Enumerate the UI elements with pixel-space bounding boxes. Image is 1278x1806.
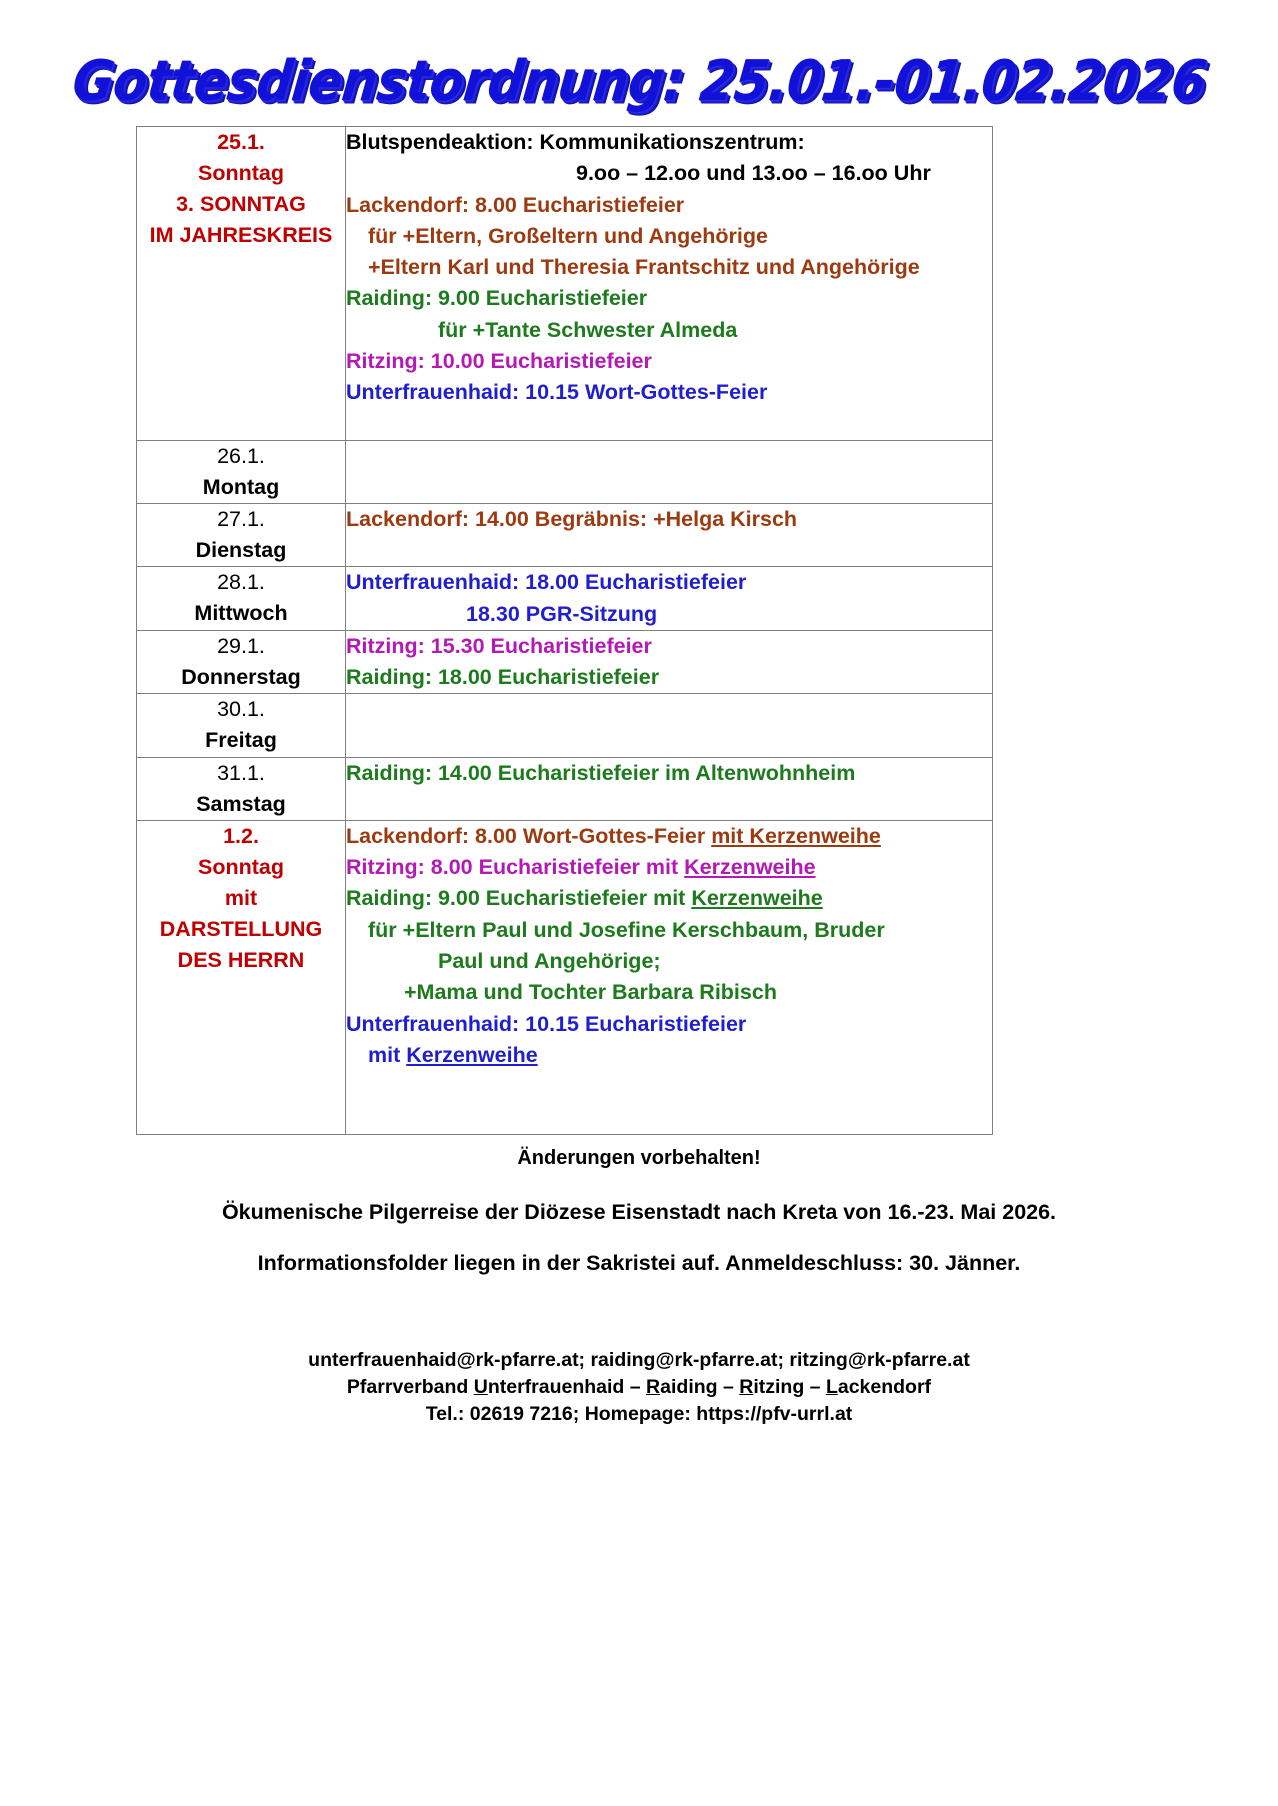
- day-label: Sonntag: [198, 160, 284, 185]
- event-line: Lackendorf: 8.00 Eucharistiefeier: [346, 192, 685, 217]
- events-cell: [346, 694, 993, 758]
- event-line: mit Kerzenweihe: [368, 1042, 538, 1067]
- events-cell: [346, 820, 993, 1134]
- event-line: für +Tante Schwester Almeda: [438, 317, 738, 342]
- day-cell: [137, 127, 346, 441]
- day-label: 1.2.: [223, 823, 259, 848]
- table-row: [137, 630, 993, 694]
- page-title: Gottesdienstordnung: 25.01.-01.02.2026: [69, 48, 1209, 114]
- day-cell: [137, 630, 346, 694]
- schedule-area: [0, 126, 1278, 1135]
- event-line: 9.oo – 12.oo und 13.oo – 16.oo Uhr: [576, 161, 931, 186]
- parish-name: R: [646, 1376, 661, 1399]
- event-line: 18.30 PGR-Sitzung: [466, 601, 658, 626]
- table-row: [137, 567, 993, 631]
- row-spacer: [346, 1071, 992, 1102]
- event-line: Ritzing: 10.00 Eucharistiefeier: [346, 348, 652, 373]
- day-cell: [137, 504, 346, 567]
- day-label: Samstag: [196, 791, 286, 816]
- day-label: Freitag: [205, 728, 277, 753]
- event-line: Raiding: 18.00 Eucharistiefeier: [346, 665, 660, 690]
- event-emphasis: Kerzenweihe: [691, 886, 823, 911]
- event-line: +Mama und Tochter Barbara Ribisch: [404, 980, 777, 1005]
- event-line: Lackendorf: 8.00 Wort-Gottes-Feier mit Kerzenweihe: [346, 823, 881, 848]
- disclaimer-note: Änderungen vorbehalten!: [517, 1146, 761, 1169]
- event-line: für +Eltern Paul und Josefine Kerschbaum, Bruder: [368, 917, 885, 942]
- day-label: DARSTELLUNG: [159, 916, 323, 941]
- day-label: Dienstag: [195, 538, 287, 563]
- events-cell: [346, 757, 993, 820]
- events-cell: [346, 567, 993, 631]
- day-label: Donnerstag: [181, 664, 301, 689]
- parish-name: L: [825, 1376, 838, 1399]
- info-line-pilgrimage: Ökumenische Pilgerreise der Diözese Eisenstadt nach Kreta von 16.-23. Mai 2026.: [221, 1199, 1057, 1224]
- table-row: [137, 820, 993, 1134]
- day-label: 25.1.: [217, 130, 265, 154]
- day-label: Sonntag: [198, 854, 284, 879]
- event-line: Unterfrauenhaid: 10.15 Eucharistiefeier: [346, 1011, 747, 1036]
- day-label: mit: [224, 885, 258, 910]
- day-cell: [137, 567, 346, 631]
- day-cell: [137, 757, 346, 820]
- info-line-folder: Informationsfolder liegen in der Sakristei auf. Anmeldeschluss: 30. Jänner.: [257, 1251, 1021, 1276]
- contact-block: [0, 1347, 1278, 1428]
- table-row: [137, 694, 993, 758]
- info-block: [0, 1200, 1278, 1278]
- day-label: 29.1.: [217, 633, 265, 658]
- event-line-empty: [346, 472, 992, 503]
- event-line: Unterfrauenhaid: 10.15 Wort-Gottes-Feier: [346, 380, 768, 405]
- events-cell: [346, 630, 993, 694]
- day-cell: [137, 694, 346, 758]
- event-line: +Eltern Karl und Theresia Frantschitz und Angehörige: [368, 255, 920, 280]
- row-spacer: [346, 1102, 992, 1133]
- event-emphasis: Kerzenweihe: [684, 855, 816, 880]
- table-row: [137, 127, 993, 441]
- event-line: Lackendorf: 14.00 Begräbnis: +Helga Kirsch: [346, 507, 798, 532]
- row-spacer: [346, 409, 992, 440]
- day-label: IM JAHRESKREIS: [149, 222, 333, 247]
- day-cell: [137, 440, 346, 504]
- event-line: Raiding: 14.00 Eucharistiefeier im Altenwohnheim: [346, 760, 856, 785]
- event-line: Unterfrauenhaid: 18.00 Eucharistiefeier: [346, 570, 747, 595]
- day-label: Montag: [202, 474, 280, 499]
- event-line: Ritzing: 15.30 Eucharistiefeier: [346, 633, 652, 658]
- parish-name: U: [473, 1376, 488, 1399]
- day-label: Mittwoch: [194, 601, 288, 626]
- event-line: Paul und Angehörige;: [438, 949, 661, 973]
- event-emphasis: mit Kerzenweihe: [711, 823, 881, 848]
- day-label: 27.1.: [217, 507, 265, 532]
- schedule-table-body: [137, 127, 993, 1135]
- event-line-empty: [346, 694, 992, 725]
- day-label: 31.1.: [217, 760, 265, 785]
- day-label: 30.1.: [217, 697, 265, 722]
- event-line: Blutspendeaktion: Kommunikationszentrum:: [346, 130, 805, 154]
- table-row: [137, 757, 993, 820]
- contact-phone-homepage: Tel.: 02619 7216; Homepage: https://pfv-urrl.at: [425, 1403, 853, 1426]
- event-line-empty: [346, 726, 992, 757]
- contact-emails: unterfrauenhaid@rk-pfarre.at; raiding@rk-pfarre.at; ritzing@rk-pfarre.at: [308, 1349, 970, 1372]
- day-label: 3. SONNTAG: [176, 191, 306, 216]
- table-row: [137, 440, 993, 504]
- day-label: DES HERRN: [177, 947, 305, 972]
- event-line: Raiding: 9.00 Eucharistiefeier mit Kerzenweihe: [346, 886, 823, 911]
- title-area: [0, 0, 1278, 126]
- table-row: [137, 504, 993, 567]
- contact-pfarrverband: Pfarrverband Unterfrauenhaid – Raiding – Ritzing – Lackendorf: [346, 1376, 932, 1399]
- parish-name: R: [739, 1376, 754, 1399]
- event-line-empty: [346, 441, 992, 472]
- schedule-table: [136, 126, 993, 1135]
- event-line: Ritzing: 8.00 Eucharistiefeier mit Kerzenweihe: [346, 855, 816, 880]
- events-cell: [346, 127, 993, 441]
- day-label: 28.1.: [217, 570, 265, 595]
- day-label: 26.1.: [217, 443, 265, 468]
- event-emphasis: Kerzenweihe: [406, 1042, 538, 1067]
- day-cell: [137, 820, 346, 1134]
- event-line: Raiding: 9.00 Eucharistiefeier: [346, 286, 648, 311]
- events-cell: [346, 440, 993, 504]
- event-line: für +Eltern, Großeltern und Angehörige: [368, 223, 768, 248]
- events-cell: [346, 504, 993, 567]
